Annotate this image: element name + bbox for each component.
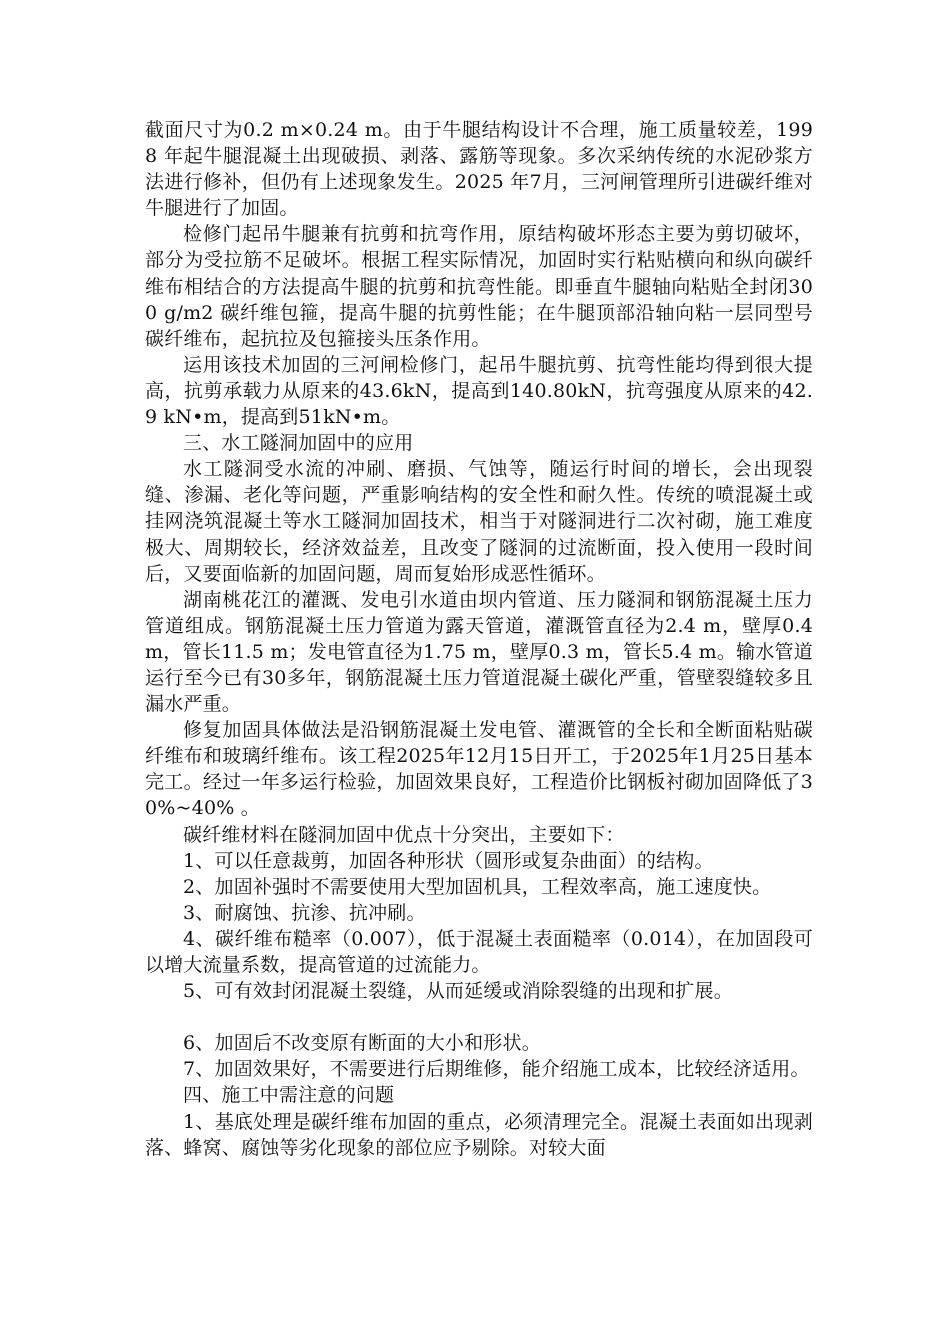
blank-line [145,1004,813,1030]
paragraph: 水工隧洞受水流的冲刷、磨损、气蚀等，随运行时间的增长，会出现裂缝、渗漏、老化等问题，严重影响结构的安全性和耐久性。传统的喷混凝土或挂网浇筑混凝土等水工隧洞加固技术，相当于对隧洞进行二次衬砌，施工难度极大、周期较长，经济效益差，且改变了隧洞的过流断面，投入使用一段时间后，又要面临新的加固问题，周而复始形成恶性循环。 [145,458,813,585]
paragraph: 修复加固具体做法是沿钢筋混凝土发电管、灌溉管的全长和全断面粘贴碳纤维布和玻璃纤维布。该工程2025年12月15日开工，于2025年1月25日基本完工。经过一年多运行检验，加固效果良好，工程造价比钢板衬砌加固降低了30%~40% 。 [145,719,813,820]
list-item: 1、基底处理是碳纤维布加固的重点，必须清理完全。混凝土表面如出现剥落、蜂窝、腐蚀等劣化现象的部位应予剔除。对较大面 [145,1110,813,1159]
document-body [145,117,813,1161]
paragraph: 检修门起吊牛腿兼有抗剪和抗弯作用，原结构破坏形态主要为剪切破坏，部分为受拉筋不足破坏。根据工程实际情况，加固时实行粘贴横向和纵向碳纤维布相结合的方法提高牛腿的抗剪和抗弯性能。即垂直牛腿轴向粘贴全封闭300 g/m2 碳纤维包箍，提高牛腿的抗剪性能；在牛腿顶部沿轴向粘一层同型号碳纤维布，起抗拉及包箍接头压条作用。 [145,223,813,350]
section-heading: 三、水工隧洞加固中的应用 [183,432,414,455]
paragraph: 碳纤维材料在隧洞加固中优点十分突出，主要如下： [183,823,625,846]
paragraph: 运用该技术加固的三河闸检修门，起吊牛腿抗剪、抗弯性能均得到很大提高，抗剪承载力从原来的43.6kN，提高到140.80kN，抗弯强度从原来的42.9 kN•m，提高到51kN•m。 [145,353,813,429]
list-item: 3、耐腐蚀、抗渗、抗冲刷。 [183,901,426,924]
list-item: 1、可以任意裁剪，加固各种形状（圆形或复杂曲面）的结构。 [183,849,714,872]
paragraph: 湖南桃花江的灌溉、发电引水道由坝内管道、压力隧洞和钢筋混凝土压力管道组成。钢筋混凝土压力管道为露天管道，灌溉管直径为2.4 m，壁厚0.4 m，管长11.5 m；发电管直径为1.75 m，壁厚0.3 m，管长5.4 m。输水管道运行至今已有30多年，钢筋混凝土压力管道混凝土碳化严重，管壁裂缝较多且漏水严重。 [145,588,813,716]
list-item: 6、加固后不改变原有断面的大小和形状。 [183,1032,541,1055]
list-item: 2、加固补强时不需要使用大型加固机具，工程效率高，施工速度快。 [183,875,772,898]
list-item: 5、可有效封闭混凝土裂缝，从而延缓或消除裂缝的出现和扩展。 [183,980,733,1003]
list-item: 4、碳纤维布糙率（0.007），低于混凝土表面糙率（0.014），在加固段可以增大流量系数，提高管道的过流能力。 [145,927,813,976]
paragraph: 截面尺寸为0.2 m×0.24 m。由于牛腿结构设计不合理，施工质量较差，1998 年起牛腿混凝土出现破损、剥落、露筋等现象。多次采纳传统的水泥砂浆方法进行修补，但仍有上述现象发生。2025 年7月，三河闸管理所引进碳纤维对牛腿进行了加固。 [145,119,813,220]
list-item: 7、加固效果好，不需要进行后期维修，能介绍施工成本，比较经济适用。 [183,1058,810,1081]
section-heading: 四、施工中需注意的问题 [183,1084,395,1107]
